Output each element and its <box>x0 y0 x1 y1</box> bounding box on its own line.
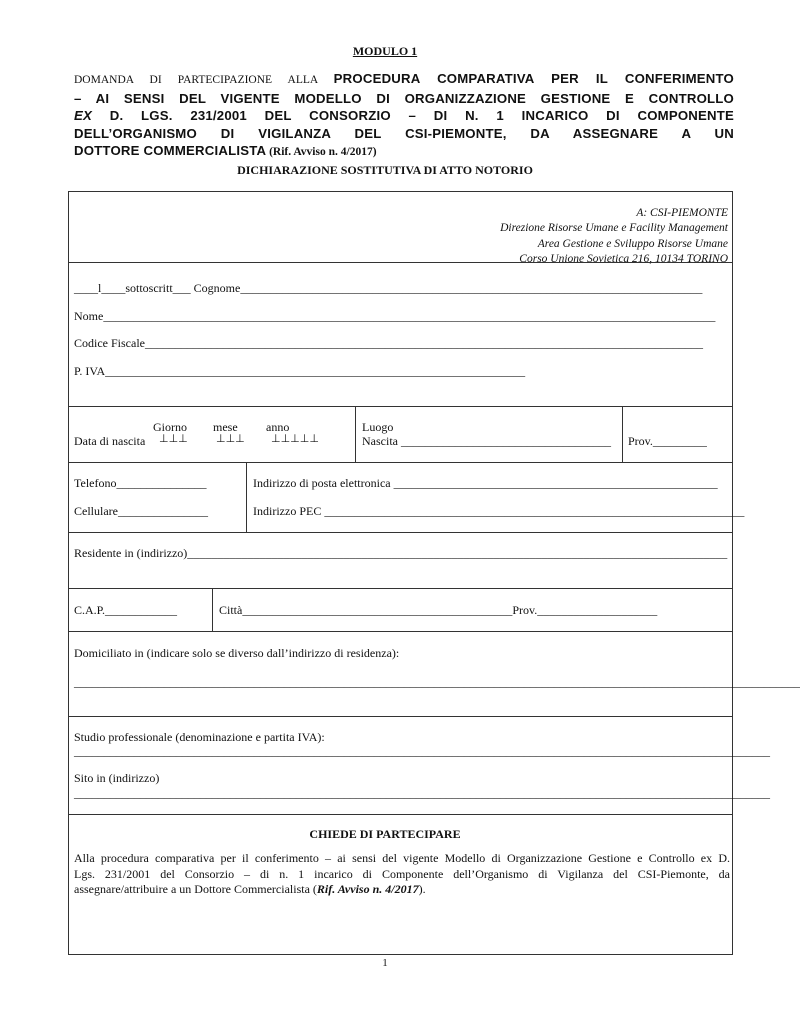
luogo-label: Luogo <box>362 420 394 434</box>
title-ref: (Rif. Avviso n. 4/2017) <box>266 146 377 158</box>
piva-field[interactable]: P. IVA______________________________________________________________________ <box>74 364 526 378</box>
form-subtitle: DICHIARAZIONE SOSTITUTIVA DI ATTO NOTORIO <box>237 163 533 177</box>
recipient-line1: A: CSI-PIEMONTE <box>636 207 728 219</box>
recipient-line4: Corso Unione Sovietica 216, 10134 TORINO <box>519 252 728 265</box>
data-nascita-label: Data di nascita <box>74 434 146 448</box>
request-line2: Lgs. 231/2001 del Consorzio – di n. 1 incarico di Componente dell’Organismo di Vigilanza del CSI-Piemonte, da <box>74 866 730 881</box>
divider <box>68 716 733 717</box>
month-input[interactable]: ⊥⊥⊥ <box>216 433 245 445</box>
title-ex: EX <box>74 108 92 123</box>
codice-fiscale-field[interactable]: Codice Fiscale_____________________________________________________________________________________________ <box>74 336 703 350</box>
request-heading: CHIEDE DI PARTECIPARE <box>309 827 461 841</box>
pec-field[interactable]: Indirizzo PEC ______________________________________________________________________ <box>253 504 745 518</box>
divider <box>68 532 733 533</box>
telefono-field[interactable]: Telefono_______________ <box>74 476 207 490</box>
sito-label: Sito in (indirizzo) <box>74 771 160 785</box>
module-label: MODULO 1 <box>352 44 418 58</box>
title-line1: PROCEDURA COMPARATIVA PER IL CONFERIMENTO <box>333 71 734 86</box>
request-line1: Alla procedura comparativa per il conferimento – ai sensi del vigente Modello di Organizzazione Gestione e Controllo ex D. <box>74 851 730 865</box>
title-line2: – AI SENSI DEL VIGENTE MODELLO DI ORGANIZZAZIONE GESTIONE E CONTROLLO <box>74 90 734 106</box>
title-prefix: DOMANDA DI PARTECIPAZIONE ALLA <box>74 74 334 86</box>
divider <box>68 588 733 589</box>
email-field[interactable]: Indirizzo di posta elettronica ______________________________________________________ <box>253 476 718 490</box>
divider <box>68 262 733 263</box>
domicilio-label: Domiciliato in (indicare solo se diverso dall’indirizzo di residenza): <box>74 646 400 660</box>
giorno-label: Giorno <box>153 420 187 434</box>
cellulare-field[interactable]: Cellulare_______________ <box>74 504 208 518</box>
recipient-line3: Area Gestione e Sviluppo Risorse Umane <box>537 237 728 250</box>
divider <box>246 462 247 532</box>
divider <box>68 462 733 463</box>
form-title <box>74 70 734 162</box>
domicilio-input[interactable]: _________________________________________________________________________________________________________________________ <box>74 675 800 689</box>
anno-label: anno <box>266 420 290 434</box>
divider <box>68 406 733 407</box>
request-ref: Rif. Avviso n. 4/2017 <box>316 882 419 896</box>
residente-field[interactable]: Residente in (indirizzo)__________________________________________________________________________________________ <box>74 546 728 560</box>
recipient-line2: Direzione Risorse Umane e Facility Management <box>500 222 728 235</box>
mese-label: mese <box>213 420 238 434</box>
request-line3-end: ). <box>418 882 426 896</box>
studio-input[interactable]: ____________________________________________________________________________________________________________________ <box>74 744 770 758</box>
title-line4: DELL’ORGANISMO DI VIGILANZA DEL CSI-PIEMONTE, DA ASSEGNARE A UN <box>74 125 734 141</box>
recipient-block <box>500 206 728 267</box>
nome-field[interactable]: Nome______________________________________________________________________________________________________ <box>74 309 716 323</box>
prov-nascita-field[interactable]: Prov._________ <box>628 434 707 448</box>
divider <box>355 406 356 462</box>
divider <box>622 406 623 462</box>
title-line3: D. LGS. 231/2001 DEL CONSORZIO – DI N. 1 INCARICO DI COMPONENTE <box>92 108 734 123</box>
day-input[interactable]: ⊥⊥⊥ <box>159 433 188 445</box>
divider <box>68 631 733 632</box>
nascita-field[interactable]: Nascita ___________________________________ <box>362 434 611 448</box>
year-input[interactable]: ⊥⊥⊥⊥⊥ <box>271 433 319 445</box>
title-line5: DOTTORE COMMERCIALISTA <box>74 143 267 158</box>
cap-field[interactable]: C.A.P.____________ <box>74 603 178 617</box>
divider <box>212 588 213 631</box>
page-number: 1 <box>382 957 388 969</box>
request-paragraph <box>74 851 730 898</box>
request-line3: assegnare/attribuire a un Dottore Commercialista ( <box>74 882 317 896</box>
citta-field[interactable]: Città_____________________________________________Prov.____________________ <box>219 603 658 617</box>
studio-label: Studio professionale (denominazione e partita IVA): <box>74 730 325 744</box>
sottoscritto-field[interactable]: ____l____sottoscritt___ Cognome_____________________________________________________________________________ <box>74 281 703 295</box>
divider <box>68 814 733 815</box>
sito-input[interactable]: ____________________________________________________________________________________________________________________ <box>74 786 770 800</box>
